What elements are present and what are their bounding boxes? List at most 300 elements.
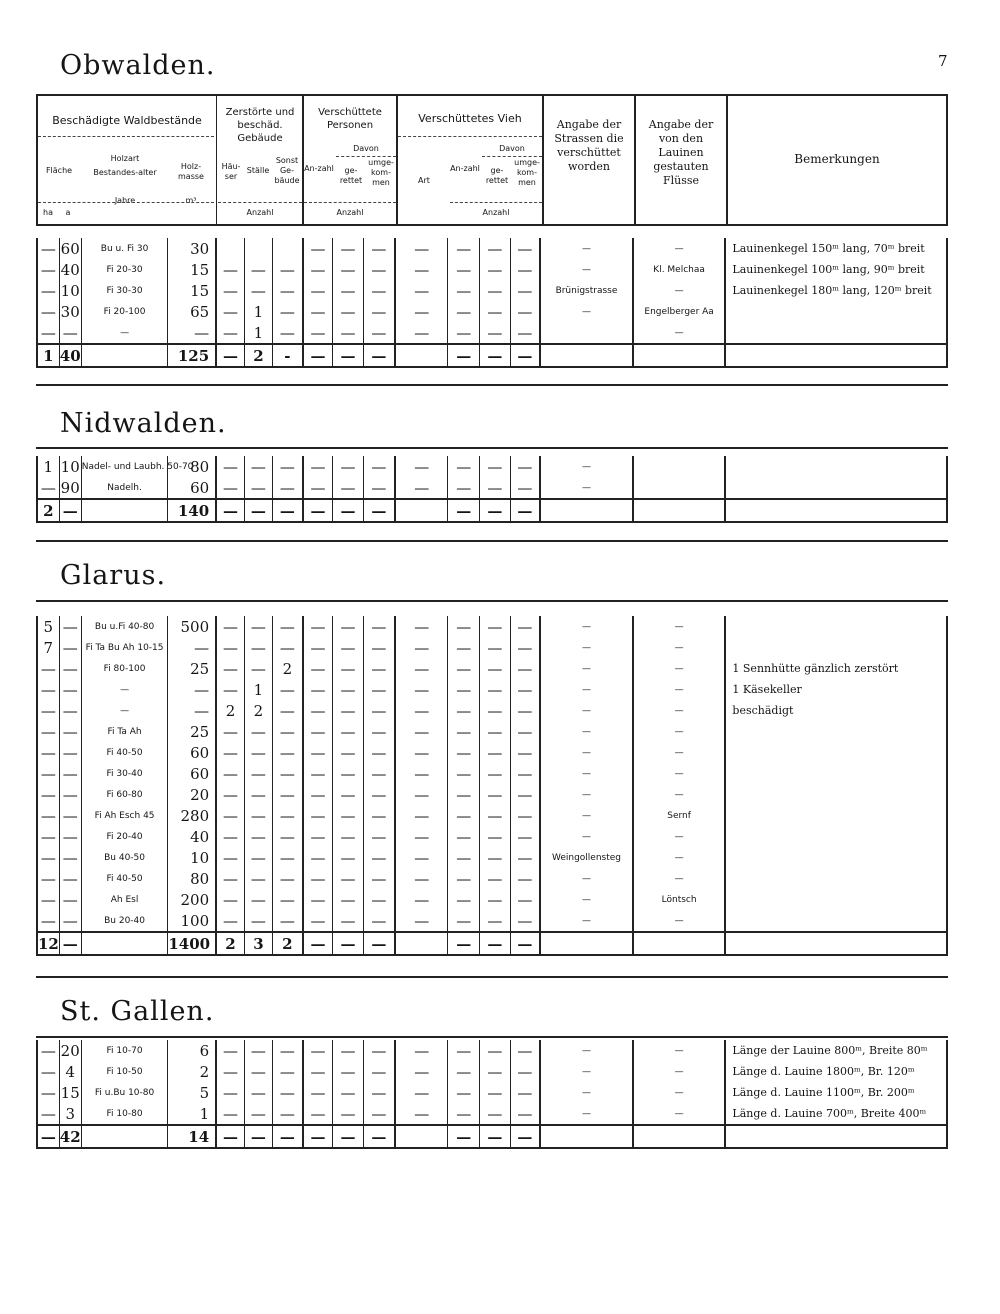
cell-person: — (333, 616, 363, 637)
cell-person: — (303, 679, 333, 700)
cell-livestock: — (510, 910, 540, 932)
cell-building: — (244, 721, 272, 742)
cell-livestock: — (395, 1040, 447, 1061)
cell-river (633, 932, 726, 955)
cell-street: — (540, 259, 633, 280)
cell-a: — (59, 784, 81, 805)
cell-holzart: — (81, 679, 168, 700)
header-art: Art (418, 176, 430, 185)
cell-holzart (81, 344, 168, 367)
table-row (37, 322, 947, 344)
cell-building: — (244, 477, 272, 499)
cell-livestock: — (510, 1061, 540, 1082)
header-holzmasse: Holz-masse (178, 162, 204, 181)
cell-person: — (333, 301, 363, 322)
cell-livestock: — (510, 1125, 540, 1148)
cell-building: — (273, 477, 303, 499)
cell-livestock: — (395, 280, 447, 301)
cell-ha: — (37, 679, 59, 700)
cell-livestock: — (448, 637, 480, 658)
cell-person: — (363, 742, 395, 763)
cell-building: 1 (244, 301, 272, 322)
cell-river: — (633, 763, 726, 784)
cell-person: — (303, 1040, 333, 1061)
cell-a: — (59, 889, 81, 910)
cell-remark: Lauinenkegel 150ᵐ lang, 70ᵐ breit (725, 238, 947, 259)
cell-street: — (540, 868, 633, 889)
cell-holzmasse: 100 (168, 910, 216, 932)
table-row (37, 238, 947, 259)
cell-street: — (540, 889, 633, 910)
cell-building: — (273, 616, 303, 637)
cell-street (540, 499, 633, 522)
cell-building: — (244, 910, 272, 932)
cell-person: — (363, 322, 395, 344)
cell-remark (725, 344, 947, 367)
cell-person: — (363, 932, 395, 955)
cell-a: 20 (60, 1041, 80, 1060)
cell-person: — (333, 637, 363, 658)
cell-river (633, 1125, 726, 1148)
cell-a: — (59, 742, 81, 763)
cell-a: — (59, 805, 81, 826)
table-row (37, 477, 947, 499)
total-row (37, 344, 947, 367)
cell-person: — (333, 499, 363, 522)
cell-person: — (303, 1061, 333, 1082)
cell-livestock: — (480, 658, 510, 679)
cell-person: — (303, 826, 333, 847)
canton-title-st-gallen: St. Gallen. (60, 996, 215, 1027)
cell-person: — (363, 301, 395, 322)
cell-livestock: — (448, 499, 480, 522)
cell-a: — (59, 721, 81, 742)
cell-livestock: — (395, 847, 447, 868)
cell-remark (725, 301, 947, 322)
cell-person: — (303, 1125, 333, 1148)
cell-person: — (303, 868, 333, 889)
cell-building: — (216, 1061, 244, 1082)
cell-river (633, 477, 726, 499)
cell-livestock (395, 1125, 447, 1148)
cell-building: — (244, 1082, 272, 1103)
cell-person: — (303, 805, 333, 826)
cell-street: — (540, 658, 633, 679)
cell-river: — (633, 658, 726, 679)
cell-holzmasse: 60 (168, 742, 216, 763)
cell-livestock: — (480, 932, 510, 955)
cell-person: — (333, 721, 363, 742)
cell-ha: 1 (37, 344, 59, 367)
cell-street: — (540, 1040, 633, 1061)
cell-holzart: Bu 20-40 (81, 910, 168, 932)
cell-building: — (273, 499, 303, 522)
cell-livestock: — (510, 784, 540, 805)
cell-livestock: — (395, 322, 447, 344)
cell-street: — (540, 784, 633, 805)
cell-livestock: — (480, 1040, 510, 1061)
cell-building: — (244, 456, 272, 477)
cell-remark: 1 Käsekeller (725, 679, 947, 700)
cell-livestock: — (448, 721, 480, 742)
cell-livestock: — (448, 658, 480, 679)
cell-livestock: — (480, 301, 510, 322)
cell-holzart: Fi Ta Ah (81, 721, 168, 742)
cell-person: — (333, 805, 363, 826)
cell-livestock: — (395, 763, 447, 784)
cell-river: — (633, 721, 726, 742)
cell-person: — (303, 301, 333, 322)
cell-remark (725, 763, 947, 784)
cell-person: — (333, 658, 363, 679)
cell-holzmasse: 25 (168, 721, 216, 742)
cell-building: — (244, 784, 272, 805)
cell-street: — (540, 616, 633, 637)
cell-ha: — (37, 742, 59, 763)
cell-person: — (363, 1061, 395, 1082)
cell-person: — (363, 889, 395, 910)
cell-street: Weingollensteg (540, 847, 633, 868)
cell-livestock: — (510, 301, 540, 322)
cell-building: — (216, 259, 244, 280)
cell-river: — (633, 1103, 726, 1125)
cell-building: — (273, 826, 303, 847)
cell-building: 2 (216, 932, 244, 955)
cell-ha: — (37, 301, 59, 322)
cell-livestock: — (395, 637, 447, 658)
header-remarks: Bemerkungen (794, 152, 880, 166)
cell-remark (725, 805, 947, 826)
cell-remark (725, 889, 947, 910)
header-p-anzahl: An-zahl (304, 164, 334, 173)
table-row (37, 805, 947, 826)
table-row (37, 456, 947, 477)
cell-person: — (333, 1061, 363, 1082)
header-v-anzahl: An-zahl (450, 164, 480, 173)
cell-remark (725, 742, 947, 763)
cell-person: — (363, 637, 395, 658)
cell-person: — (333, 1103, 363, 1125)
cell-livestock: — (448, 700, 480, 721)
cell-livestock: — (510, 826, 540, 847)
cell-ha: — (37, 910, 59, 932)
cell-river: — (633, 784, 726, 805)
cell-holzart: — (81, 700, 168, 721)
cell-person: — (363, 847, 395, 868)
cell-river (633, 344, 726, 367)
cell-person: — (333, 1040, 363, 1061)
cell-holzart: Fi 40-50 (81, 868, 168, 889)
cell-remark (725, 932, 947, 955)
cell-a: 40 (60, 260, 80, 279)
cell-building: — (244, 259, 272, 280)
cell-person: — (363, 344, 395, 367)
cell-building: — (273, 784, 303, 805)
cell-building: — (273, 456, 303, 477)
cell-building: 2 (244, 700, 272, 721)
cell-livestock: — (480, 477, 510, 499)
cell-person: — (363, 679, 395, 700)
cell-livestock: — (448, 344, 480, 367)
cell-livestock: — (448, 477, 480, 499)
cell-livestock: — (510, 721, 540, 742)
table-nidwalden (36, 456, 948, 523)
cell-building: — (244, 280, 272, 301)
cell-holzmasse: 1 (168, 1103, 216, 1125)
cell-street (540, 322, 633, 344)
cell-person: — (363, 700, 395, 721)
cell-building (216, 238, 244, 259)
cell-livestock: — (480, 1103, 510, 1125)
cell-livestock: — (510, 847, 540, 868)
cell-ha: 2 (37, 499, 59, 522)
table-row (37, 847, 947, 868)
cell-livestock: — (448, 932, 480, 955)
cell-a: 30 (60, 302, 80, 321)
cell-person: — (333, 700, 363, 721)
cell-remark (725, 1125, 947, 1148)
cell-a: — (59, 637, 81, 658)
cell-street: — (540, 910, 633, 932)
header-rivers: Angabe der von den Lauinen gestauten Flüsse (648, 118, 714, 187)
cell-building: — (244, 616, 272, 637)
header-flaeche: Fläche (45, 166, 73, 175)
cell-street (540, 932, 633, 955)
cell-person: — (303, 742, 333, 763)
cell-building: — (216, 805, 244, 826)
cell-livestock: — (510, 700, 540, 721)
cell-building: — (273, 889, 303, 910)
cell-livestock: — (510, 658, 540, 679)
cell-street: — (540, 721, 633, 742)
cell-building: — (273, 1082, 303, 1103)
cell-ha: — (37, 322, 59, 344)
header-holzart: Holzart (110, 154, 140, 163)
cell-a: — (59, 658, 81, 679)
header-persons: Verschüttete Personen (318, 107, 382, 131)
cell-person: — (303, 238, 333, 259)
cell-holzart: Nadel- und Laubh. 50-70 (81, 456, 168, 477)
header-gerettet: ge-rettet (339, 166, 363, 185)
cell-person: — (363, 1103, 395, 1125)
cell-livestock: — (480, 616, 510, 637)
cell-person: — (363, 1082, 395, 1103)
table-row (37, 1082, 947, 1103)
cell-livestock: — (395, 238, 447, 259)
cell-livestock: — (395, 805, 447, 826)
cell-holzmasse: 125 (168, 344, 216, 367)
cell-livestock: — (395, 679, 447, 700)
cell-river: — (633, 868, 726, 889)
cell-building: — (216, 868, 244, 889)
cell-river: — (633, 238, 726, 259)
cell-a: — (59, 499, 81, 522)
cell-building: — (216, 344, 244, 367)
cell-remark: beschädigt (725, 700, 947, 721)
cell-livestock: — (395, 721, 447, 742)
header-v-gerettet: ge-rettet (485, 166, 509, 185)
cell-livestock: — (510, 280, 540, 301)
cell-river: Kl. Melchaa (633, 259, 726, 280)
cell-ha: — (37, 700, 59, 721)
cell-a: — (59, 932, 81, 955)
cell-remark (725, 784, 947, 805)
cell-ha: — (37, 477, 59, 499)
cell-livestock: — (510, 238, 540, 259)
cell-holzmasse: 2 (168, 1061, 216, 1082)
cell-ha: — (37, 1082, 59, 1103)
cell-holzmasse: 60 (168, 763, 216, 784)
cell-ha: — (37, 1040, 59, 1061)
cell-livestock: — (448, 1040, 480, 1061)
cell-livestock: — (395, 910, 447, 932)
cell-holzmasse: — (168, 679, 216, 700)
cell-a: 60 (60, 239, 80, 258)
cell-building: — (244, 1061, 272, 1082)
cell-ha: — (37, 280, 59, 301)
cell-holzart: Fi 10-80 (81, 1103, 168, 1125)
cell-livestock: — (395, 868, 447, 889)
cell-livestock: — (480, 721, 510, 742)
cell-person: — (363, 238, 395, 259)
cell-holzart: Fi 20-30 (81, 259, 168, 280)
cell-holzart: Fi Ta Bu Ah 10-15 (81, 637, 168, 658)
cell-a: — (59, 868, 81, 889)
cell-livestock: — (448, 322, 480, 344)
cell-person: — (363, 280, 395, 301)
cell-livestock: — (510, 763, 540, 784)
cell-holzmasse: 15 (168, 259, 216, 280)
cell-person: — (333, 344, 363, 367)
header-anzahl-buildings: Anzahl (246, 208, 274, 217)
cell-ha: — (37, 1125, 59, 1148)
cell-livestock: — (395, 616, 447, 637)
cell-river: Löntsch (633, 889, 726, 910)
cell-ha: — (37, 868, 59, 889)
cell-livestock: — (448, 742, 480, 763)
cell-person: — (303, 280, 333, 301)
cell-holzart: Fi 40-50 (81, 742, 168, 763)
cell-river: — (633, 280, 726, 301)
cell-livestock: — (448, 826, 480, 847)
cell-holzmasse: 80 (168, 456, 216, 477)
cell-ha: — (37, 805, 59, 826)
cell-building: — (273, 1061, 303, 1082)
cell-a: 10 (60, 457, 80, 476)
header-forest: Beschädigte Waldbestände (52, 114, 202, 127)
cell-person: — (363, 1040, 395, 1061)
cell-remark: 1 Sennhütte gänzlich zerstört (725, 658, 947, 679)
cell-street: — (540, 1103, 633, 1125)
cell-holzart: Bu u.Fi 40-80 (81, 616, 168, 637)
cell-building: — (216, 499, 244, 522)
cell-livestock: — (480, 238, 510, 259)
cell-ha: — (37, 259, 59, 280)
cell-street: — (540, 742, 633, 763)
cell-person: — (333, 238, 363, 259)
cell-livestock: — (448, 280, 480, 301)
cell-person: — (333, 847, 363, 868)
cell-street: — (540, 456, 633, 477)
cell-holzmasse: 20 (168, 784, 216, 805)
cell-building: — (273, 637, 303, 658)
cell-holzart: — (81, 322, 168, 344)
cell-livestock: — (510, 742, 540, 763)
cell-person: — (363, 805, 395, 826)
cell-person: — (333, 889, 363, 910)
cell-river (633, 499, 726, 522)
cell-river: — (633, 847, 726, 868)
cell-holzart: Fi 30-30 (81, 280, 168, 301)
cell-building: — (273, 1040, 303, 1061)
cell-holzart (81, 932, 168, 955)
cell-remark (725, 499, 947, 522)
header-livestock: Verschüttetes Vieh (418, 112, 522, 125)
cell-river: — (633, 700, 726, 721)
cell-building: — (244, 805, 272, 826)
cell-livestock: — (395, 784, 447, 805)
cell-remark (725, 322, 947, 344)
cell-remark (725, 616, 947, 637)
cell-remark (725, 910, 947, 932)
cell-person: — (303, 700, 333, 721)
header-haeuser: Häu-ser (221, 162, 241, 181)
cell-livestock: — (510, 1082, 540, 1103)
cell-person: — (333, 456, 363, 477)
cell-livestock: — (480, 1061, 510, 1082)
cell-ha: — (37, 658, 59, 679)
cell-livestock: — (395, 1103, 447, 1125)
cell-river: — (633, 637, 726, 658)
cell-ha: 1 (37, 456, 59, 477)
cell-building: — (244, 1103, 272, 1125)
cell-livestock: — (510, 322, 540, 344)
cell-person: — (363, 259, 395, 280)
table-row (37, 658, 947, 679)
page-number: 7 (938, 52, 948, 70)
cell-building: — (216, 910, 244, 932)
cell-livestock: — (395, 889, 447, 910)
cell-livestock: — (480, 280, 510, 301)
cell-livestock: — (480, 742, 510, 763)
cell-remark: Länge der Lauine 800ᵐ, Breite 80ᵐ (725, 1040, 947, 1061)
cell-building: — (216, 679, 244, 700)
cell-building (273, 238, 303, 259)
cell-person: — (303, 721, 333, 742)
cell-holzart: Fi 30-40 (81, 763, 168, 784)
cell-holzmasse: 140 (168, 499, 216, 522)
cell-person: — (303, 910, 333, 932)
cell-street: — (540, 1082, 633, 1103)
cell-building: 2 (273, 932, 303, 955)
cell-street (540, 344, 633, 367)
cell-livestock (395, 932, 447, 955)
cell-remark: Länge d. Lauine 700ᵐ, Breite 400ᵐ (725, 1103, 947, 1125)
cell-building: — (216, 847, 244, 868)
cell-person: — (363, 826, 395, 847)
cell-building: — (273, 742, 303, 763)
cell-ha: 7 (37, 637, 59, 658)
cell-holzmasse: 1400 (168, 932, 216, 955)
cell-a: 40 (59, 344, 81, 367)
header-staelle: Ställe (246, 166, 270, 175)
cell-person: — (333, 868, 363, 889)
cell-livestock: — (395, 658, 447, 679)
cell-person: — (333, 763, 363, 784)
cell-person: — (303, 322, 333, 344)
cell-building: — (273, 1103, 303, 1125)
header-m3: m³ (185, 196, 197, 205)
